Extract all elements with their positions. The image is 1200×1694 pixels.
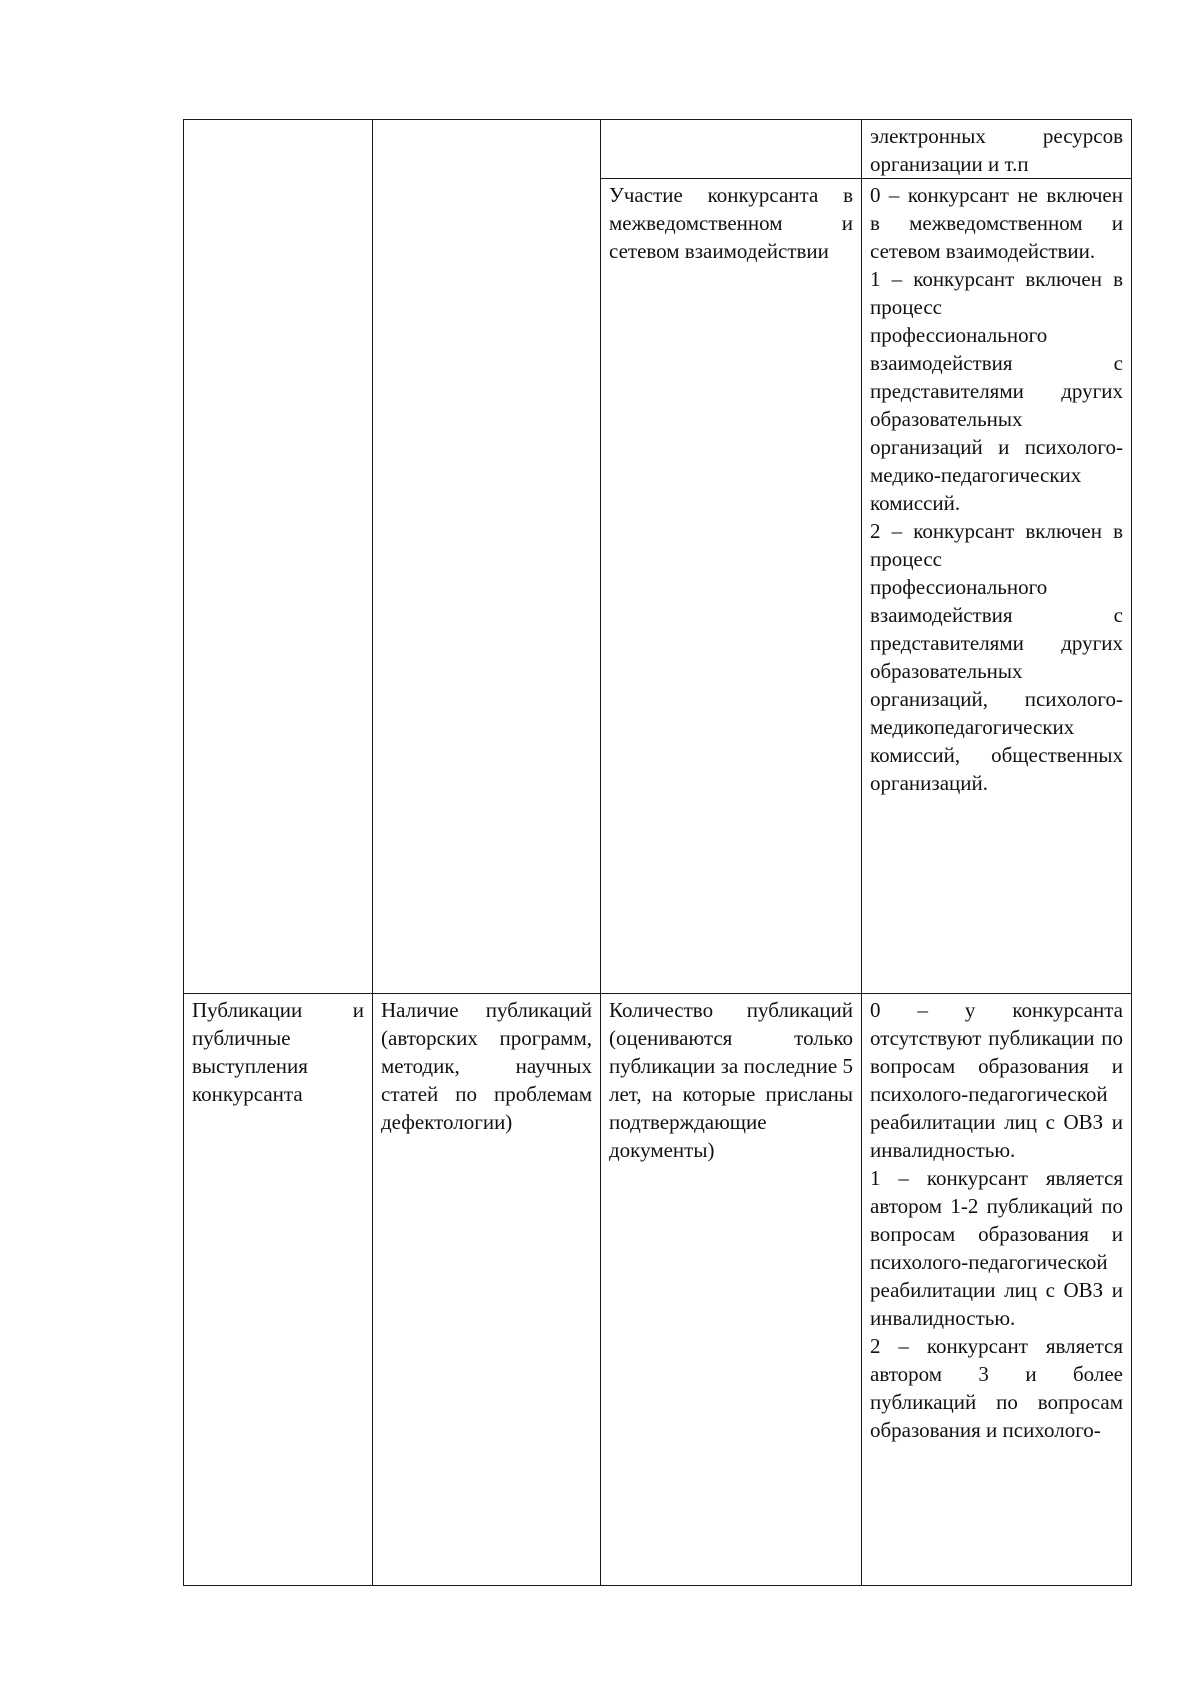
section-cell-empty [184,120,373,994]
section-cell [184,994,373,1586]
section-text: Публикации и публичные выступления конкурсанта [192,998,364,1106]
criterion-text: Участие конкурсанта в межведомственном и сетевом взаимодействии [609,183,853,263]
criterion-cell-empty [601,120,862,179]
scoring-level-1: 1 – конкурсант является автором 1-2 публикаций по вопросам образования и психолого-педагогической реабилитации лиц с ОВЗ и инвалидностью. [870,1166,1123,1330]
scoring-level-1: 1 – конкурсант включен в процесс профессионального взаимодействия с представителями других образовательных организаций и психолого-медико-педагогических комиссий. [870,267,1123,515]
criterion-cell [601,994,862,1586]
indicator-cell [373,994,601,1586]
criterion-cell [601,179,862,994]
scoring-cell [862,179,1132,994]
indicator-cell-empty [373,120,601,994]
table-row [184,120,1132,179]
scoring-level-0: 0 – конкурсант не включен в межведомственном и сетевом взаимодействии. [870,183,1123,263]
table-row [184,994,1132,1586]
scoring-cell [862,120,1132,179]
criterion-text: Количество публикаций (оцениваются только публикации за последние 5 лет, на которые присланы подтверждающие документы) [609,998,853,1162]
scoring-cell [862,994,1132,1586]
scoring-level-2: 2 – конкурсант является автором 3 и более публикаций по вопросам образования и психолого- [870,1334,1123,1442]
indicator-text: Наличие публикаций (авторских программ, методик, научных статей по проблемам дефектологии) [381,998,592,1134]
scoring-text: электронных ресурсов организации и т.п [870,124,1123,176]
criteria-table [183,119,1132,1586]
scoring-level-2: 2 – конкурсант включен в процесс профессионального взаимодействия с представителями других образовательных организаций, психолого-медикопедагогических комиссий, общественных организаций. [870,519,1123,795]
scoring-level-0: 0 – у конкурсанта отсутствуют публикации по вопросам образования и психолого-педагогической реабилитации лиц с ОВЗ и инвалидностью. [870,998,1123,1162]
